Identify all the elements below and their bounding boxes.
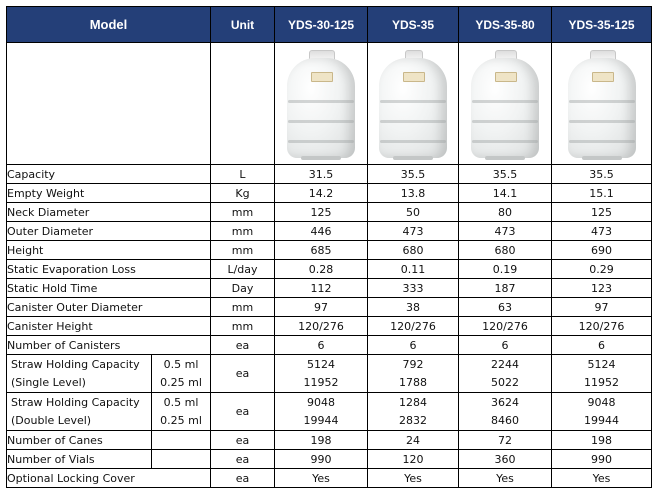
liquid-nitrogen-tank-icon — [469, 50, 541, 160]
model-col-header: YDS-35-80 — [459, 7, 552, 43]
value-cell — [275, 393, 368, 431]
value-cell: 35.5 — [552, 165, 652, 184]
value-cell: 125 — [552, 203, 652, 222]
value-cell: 120/276 — [552, 317, 652, 336]
table-row — [7, 165, 652, 184]
value: 9048 — [587, 395, 616, 409]
unit-cell: mm — [211, 241, 275, 260]
sub-label-cell — [152, 355, 211, 393]
value-cell: 35.5 — [459, 165, 552, 184]
value: 5124 — [307, 357, 335, 371]
row-label: Canister Outer Diameter — [7, 298, 211, 317]
table-row — [7, 355, 652, 393]
row-label: Outer Diameter — [7, 222, 211, 241]
value-cell: 72 — [459, 431, 552, 450]
value-cell: 123 — [552, 279, 652, 298]
table-row — [7, 222, 652, 241]
value-cell: 0.29 — [552, 260, 652, 279]
value-cell: 24 — [368, 431, 459, 450]
row-label: Optional Locking Cover — [7, 469, 211, 488]
value: 19944 — [303, 413, 339, 427]
table-row — [7, 393, 652, 431]
value-cell: 473 — [368, 222, 459, 241]
value-cell: 690 — [552, 241, 652, 260]
value: 1284 — [399, 395, 427, 409]
row-label: Number of Canisters — [7, 336, 211, 355]
value: 8460 — [491, 413, 519, 427]
sub-label: 0.25 ml — [160, 375, 202, 389]
value: 1788 — [399, 375, 427, 389]
value-cell — [552, 355, 652, 393]
value-cell: Yes — [552, 469, 652, 488]
sub-label: 0.5 ml — [163, 395, 199, 409]
value-cell — [552, 393, 652, 431]
sub-label: 0.25 ml — [160, 413, 202, 427]
value-cell: 360 — [459, 450, 552, 469]
table-row — [7, 279, 652, 298]
value-cell — [368, 355, 459, 393]
value-cell: 685 — [275, 241, 368, 260]
table-row — [7, 450, 652, 469]
table-row — [7, 241, 652, 260]
row-label — [7, 393, 152, 431]
unit-cell: ea — [211, 336, 275, 355]
value-cell — [368, 393, 459, 431]
value: 5124 — [587, 357, 616, 371]
value-cell: 120/276 — [368, 317, 459, 336]
value-cell: 63 — [459, 298, 552, 317]
unit-cell: mm — [211, 222, 275, 241]
value-cell: 473 — [459, 222, 552, 241]
unit-cell: ea — [211, 469, 275, 488]
value-cell: 31.5 — [275, 165, 368, 184]
value-cell: 0.19 — [459, 260, 552, 279]
value: 19944 — [584, 413, 619, 427]
row-label: Empty Weight — [7, 184, 211, 203]
unit-cell: ea — [211, 431, 275, 450]
value: 5022 — [491, 375, 519, 389]
value-cell: 187 — [459, 279, 552, 298]
empty-cell — [152, 450, 211, 469]
value-cell: 13.8 — [368, 184, 459, 203]
product-image-cell — [368, 43, 459, 165]
row-label: Static Hold Time — [7, 279, 211, 298]
row-label: Number of Canes — [7, 431, 152, 450]
row-label-line: (Double Level) — [11, 413, 92, 427]
product-image-cell — [552, 43, 652, 165]
row-label — [7, 355, 152, 393]
unit-cell: ea — [211, 393, 275, 431]
value: 11952 — [584, 375, 619, 389]
value-cell: 6 — [368, 336, 459, 355]
spec-table — [6, 6, 652, 488]
value-cell: 473 — [552, 222, 652, 241]
row-label: Number of Vials — [7, 450, 152, 469]
value-cell: 6 — [459, 336, 552, 355]
value-cell — [459, 355, 552, 393]
unit-cell: mm — [211, 203, 275, 222]
value: 11952 — [303, 375, 339, 389]
value-cell: 120/276 — [275, 317, 368, 336]
value-cell: 680 — [368, 241, 459, 260]
table-row — [7, 469, 652, 488]
unit-cell: Day — [211, 279, 275, 298]
value-cell: 990 — [552, 450, 652, 469]
value-cell — [459, 393, 552, 431]
value: 2832 — [399, 413, 427, 427]
model-col-header: YDS-30-125 — [275, 7, 368, 43]
value-cell — [275, 355, 368, 393]
row-label: Static Evaporation Loss — [7, 260, 211, 279]
table-row — [7, 298, 652, 317]
value-cell: 14.2 — [275, 184, 368, 203]
unit-cell: mm — [211, 298, 275, 317]
value-cell: 198 — [275, 431, 368, 450]
value-cell: Yes — [275, 469, 368, 488]
value-cell: 990 — [275, 450, 368, 469]
value-cell: 446 — [275, 222, 368, 241]
sub-label-cell — [152, 393, 211, 431]
model-header: Model — [7, 7, 211, 43]
value-cell: 14.1 — [459, 184, 552, 203]
value-cell: 333 — [368, 279, 459, 298]
unit-cell: L — [211, 165, 275, 184]
image-row — [7, 43, 652, 165]
value-cell: 35.5 — [368, 165, 459, 184]
value-cell: 97 — [275, 298, 368, 317]
unit-header: Unit — [211, 7, 275, 43]
liquid-nitrogen-tank-icon — [285, 50, 357, 160]
product-image-cell — [275, 43, 368, 165]
header-row — [7, 7, 652, 43]
value-cell: 80 — [459, 203, 552, 222]
value: 792 — [402, 357, 424, 371]
row-label: Height — [7, 241, 211, 260]
table-row — [7, 184, 652, 203]
unit-cell: ea — [211, 450, 275, 469]
table-row — [7, 336, 652, 355]
value-cell: 120 — [368, 450, 459, 469]
empty-cell — [211, 43, 275, 165]
value-cell: 15.1 — [552, 184, 652, 203]
row-label: Capacity — [7, 165, 211, 184]
empty-cell — [152, 431, 211, 450]
value-cell: Yes — [368, 469, 459, 488]
value-cell: 0.28 — [275, 260, 368, 279]
value-cell: 50 — [368, 203, 459, 222]
value-cell: 120/276 — [459, 317, 552, 336]
model-col-header: YDS-35-125 — [552, 7, 652, 43]
unit-cell: ea — [211, 355, 275, 393]
value-cell: Yes — [459, 469, 552, 488]
row-label: Neck Diameter — [7, 203, 211, 222]
row-label-line: Straw Holding Capacity — [11, 357, 140, 371]
unit-cell: mm — [211, 317, 275, 336]
table-row — [7, 203, 652, 222]
liquid-nitrogen-tank-icon — [566, 50, 638, 160]
value-cell: 0.11 — [368, 260, 459, 279]
value-cell: 97 — [552, 298, 652, 317]
value-cell: 125 — [275, 203, 368, 222]
row-label: Canister Height — [7, 317, 211, 336]
row-label-line: (Single Level) — [11, 375, 86, 389]
value-cell: 198 — [552, 431, 652, 450]
product-image-cell — [459, 43, 552, 165]
value: 3624 — [491, 395, 519, 409]
value: 2244 — [491, 357, 519, 371]
empty-cell — [7, 43, 211, 165]
unit-cell: L/day — [211, 260, 275, 279]
sub-label: 0.5 ml — [163, 357, 199, 371]
table-row — [7, 431, 652, 450]
value-cell: 6 — [552, 336, 652, 355]
unit-cell: Kg — [211, 184, 275, 203]
value-cell: 38 — [368, 298, 459, 317]
model-col-header: YDS-35 — [368, 7, 459, 43]
value-cell: 6 — [275, 336, 368, 355]
value-cell: 112 — [275, 279, 368, 298]
value-cell: 680 — [459, 241, 552, 260]
value: 9048 — [307, 395, 335, 409]
liquid-nitrogen-tank-icon — [377, 50, 449, 160]
row-label-line: Straw Holding Capacity — [11, 395, 140, 409]
table-row — [7, 260, 652, 279]
table-row — [7, 317, 652, 336]
